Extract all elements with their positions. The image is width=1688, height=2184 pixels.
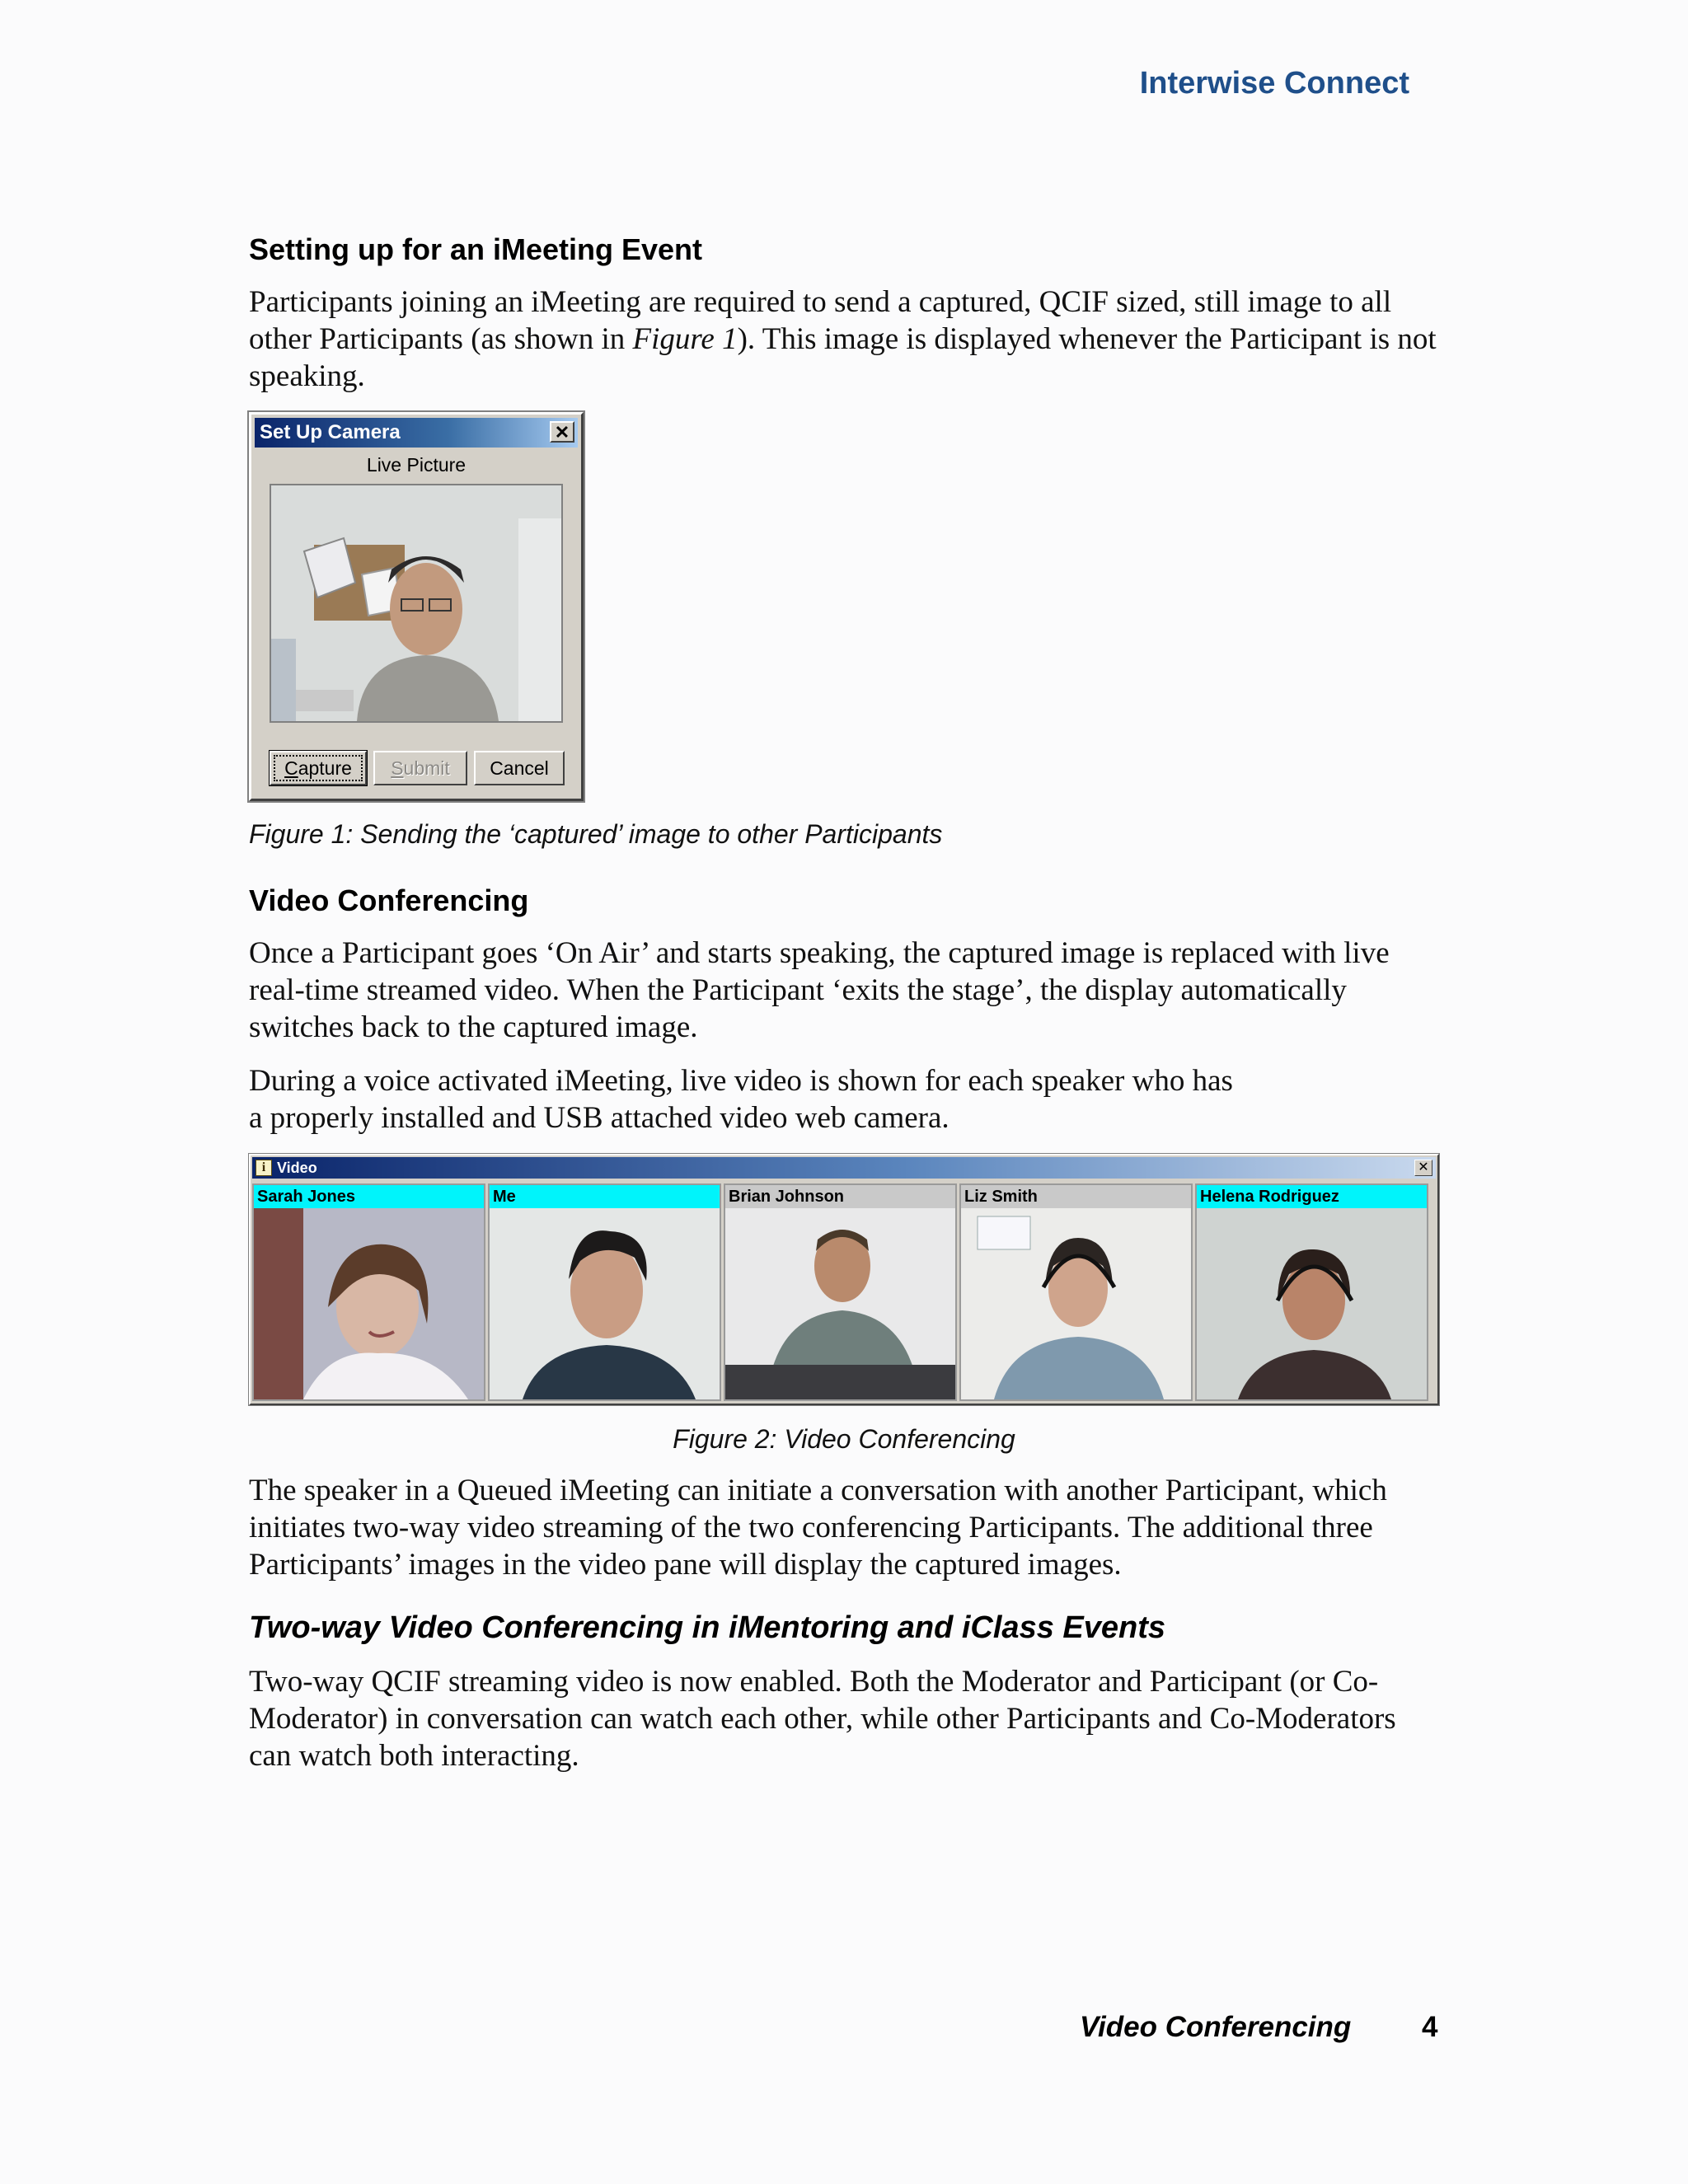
document-header-title: Interwise Connect [1139, 66, 1409, 101]
dialog-title: Set Up Camera [260, 421, 401, 443]
participant-panel-brian-johnson[interactable] [724, 1183, 957, 1401]
participant-video [1197, 1208, 1427, 1399]
participant-name: Liz Smith [961, 1185, 1191, 1208]
dialog-titlebar [255, 418, 578, 448]
set-up-camera-dialog [249, 412, 584, 801]
capture-label: apture [298, 757, 352, 779]
section-heading-video-conferencing: Video Conferencing [249, 883, 529, 917]
webcam-photo-placeholder [271, 485, 561, 721]
video-paragraph-2-line-2: a properly installed and USB attached video web camera. [249, 1101, 950, 1135]
participant-video-brian-johnson [725, 1208, 955, 1399]
submit-accelerator: S [391, 757, 404, 779]
close-icon[interactable]: ✕ [1414, 1160, 1432, 1176]
video-paragraph-2-line-1: During a voice activated iMeeting, live video is shown for each speaker who has [249, 1064, 1233, 1098]
video-window [249, 1154, 1439, 1405]
close-icon[interactable]: ✕ [550, 421, 574, 443]
cancel-button[interactable]: Cancel [474, 751, 565, 785]
video-paragraph-2 [249, 1062, 1444, 1137]
participant-name: Helena Rodriguez [1197, 1185, 1427, 1208]
footer-section-title: Video Conferencing [1080, 2011, 1352, 2043]
capture-button[interactable] [270, 751, 367, 785]
footer-page-number: 4 [1422, 2011, 1438, 2043]
participant-video [961, 1208, 1191, 1399]
capture-accelerator: C [284, 757, 298, 779]
live-picture-preview [270, 484, 563, 723]
participant-name: Sarah Jones [254, 1185, 484, 1208]
participant-panel-me[interactable] [488, 1183, 721, 1401]
video-window-titlebar [252, 1157, 1436, 1179]
setup-paragraph-text-2: ). This image is displayed whenever the Participant is not speaking. [249, 322, 1437, 393]
video-window-title: Video [277, 1160, 317, 1176]
participant-panel-sarah-jones[interactable] [252, 1183, 485, 1401]
participant-video-me [490, 1208, 720, 1399]
participant-video [254, 1208, 484, 1399]
queued-paragraph: The speaker in a Queued iMeeting can initiate a conversation with another Participant, which initiates two-way video streaming of the two conferencing Participants. The additional three Participants’ images in the video pane will display the captured images. [249, 1474, 1387, 1582]
participant-name: Brian Johnson [725, 1185, 955, 1208]
section-heading-setup: Setting up for an iMeeting Event [249, 232, 703, 266]
setup-paragraph-text-1: Participants joining an iMeeting are required to send a captured, QCIF sized, still image to all other Participants (as shown in [249, 285, 1392, 356]
participant-panel-liz-smith[interactable] [959, 1183, 1193, 1401]
participant-panel-helena-rodriguez[interactable] [1195, 1183, 1428, 1401]
setup-paragraph [249, 284, 1444, 395]
figure-1-caption: Figure 1: Sending the ‘captured’ image to other Participants [249, 819, 943, 849]
participant-video-liz-smith [961, 1208, 1191, 1399]
submit-label: ubmit [403, 757, 450, 779]
live-picture-label: Live Picture [366, 454, 467, 476]
info-icon: i [256, 1160, 272, 1176]
two-way-paragraph: Two-way QCIF streaming video is now enabled. Both the Moderator and Participant (or Co-Moderator) in conversation can watch each other, while other Participants and Co-Moderators can watch both interacting. [249, 1665, 1396, 1773]
participant-video [725, 1208, 955, 1399]
figure-1-reference: Figure 1 [632, 322, 738, 356]
participant-video [490, 1208, 720, 1399]
video-paragraph-1: Once a Participant goes ‘On Air’ and starts speaking, the captured image is replaced with live real-time streamed video. When the Participant ‘exits the stage’, the display automatically switches back to the captured image. [249, 936, 1390, 1044]
section-heading-two-way: Two-way Video Conferencing in iMentoring and iClass Events [249, 1610, 1166, 1645]
figure-2-caption: Figure 2: Video Conferencing [673, 1424, 1015, 1454]
participant-video-helena-rodriguez [1197, 1208, 1427, 1399]
participant-name: Me [490, 1185, 720, 1208]
submit-button[interactable] [373, 751, 467, 785]
participant-video-sarah-jones [254, 1208, 484, 1399]
